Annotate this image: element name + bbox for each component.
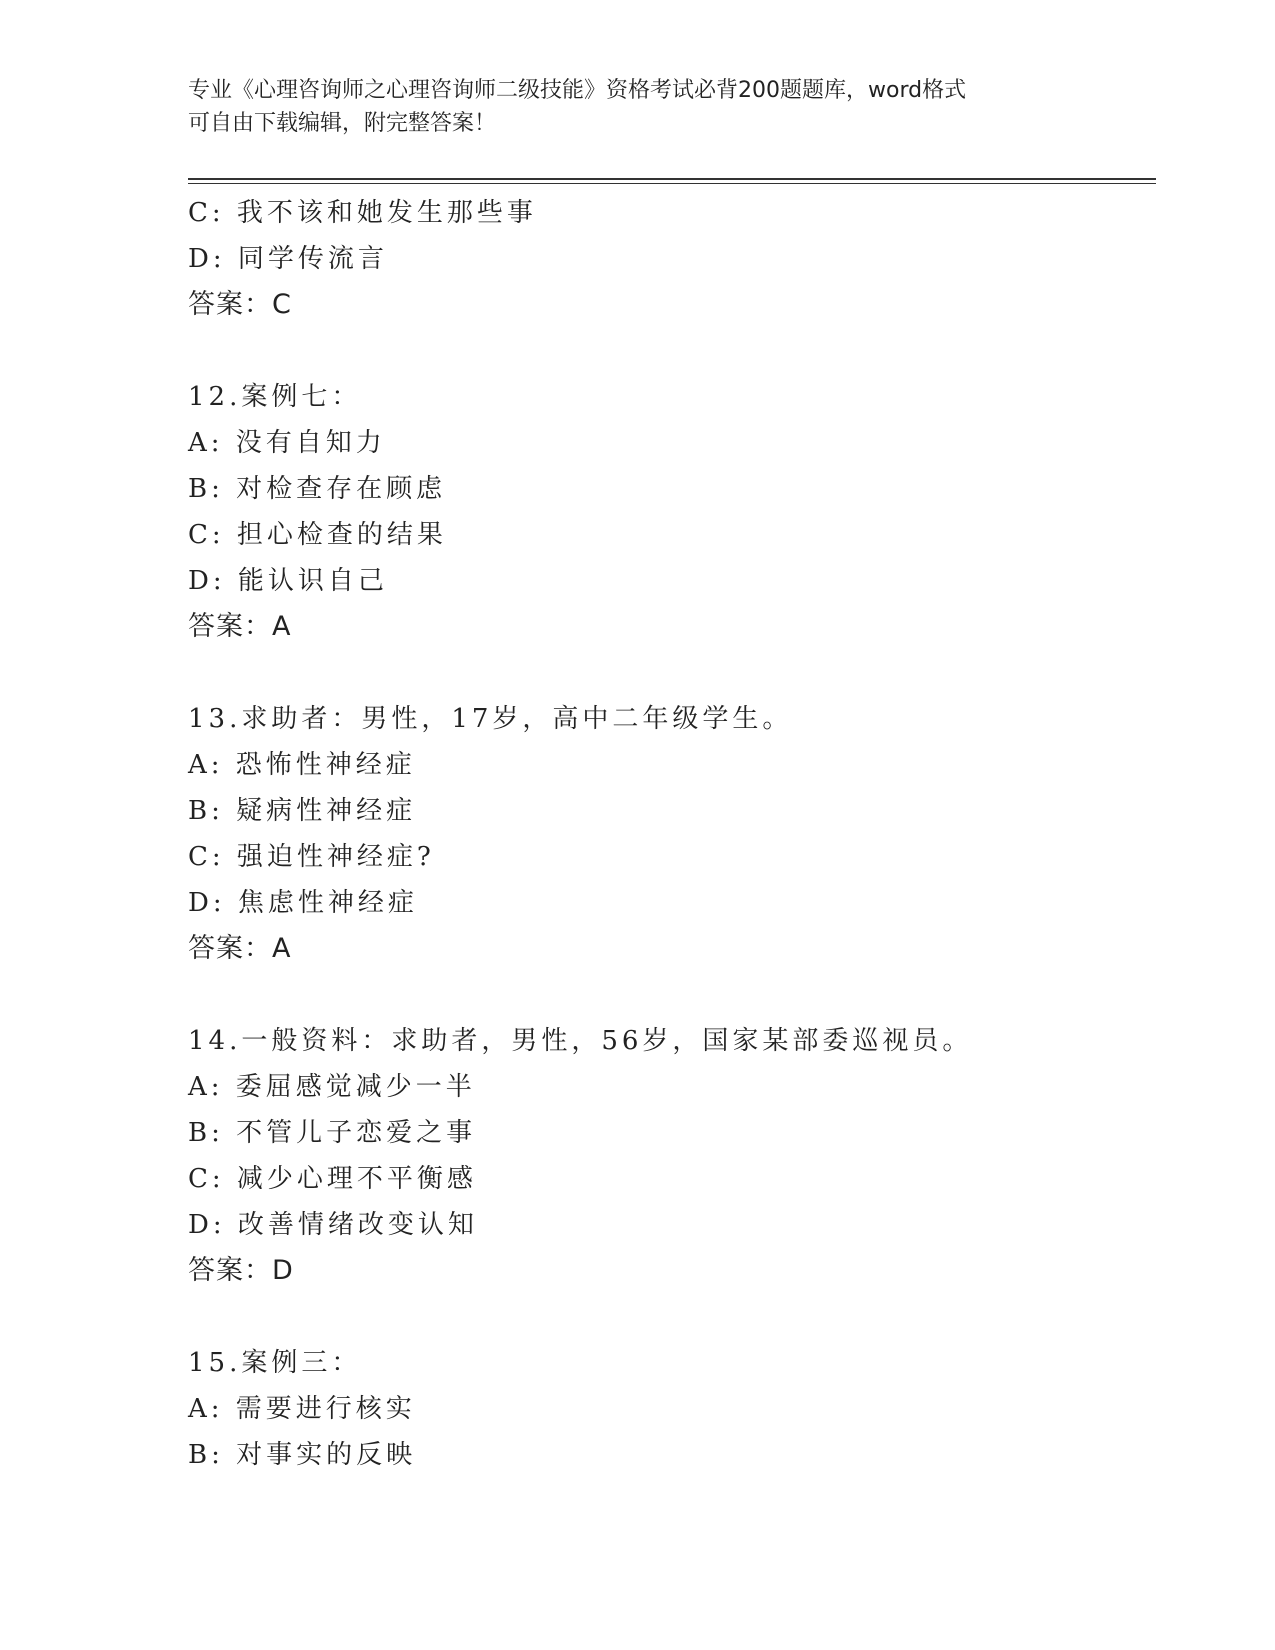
header-rule-thick [188,178,1156,180]
document-header [188,74,1088,140]
option-a: A: 需要进行核实 [188,1394,416,1424]
spacer [188,650,1148,696]
option-d: D: 改善情绪改变认知 [188,1210,478,1240]
header-line-1: 专业《心理咨询师之心理咨询师二级技能》资格考试必背200题题库，word格式 [188,78,967,103]
option-b: B: 疑病性神经症 [188,796,417,826]
spacer [188,1294,1148,1340]
header-line-2: 可自由下载编辑，附完整答案！ [188,111,497,136]
question-block-12 [188,374,1148,650]
question-block-prev [188,190,1148,328]
answer-line: 答案：A [188,611,292,642]
question-block-15 [188,1340,1148,1478]
option-a: A: 恐怖性神经症 [188,750,416,780]
option-b: B: 对检查存在顾虑 [188,474,447,504]
option-c: C: 担心检查的结果 [188,520,447,550]
spacer [188,972,1148,1018]
answer-line: 答案：C [188,289,292,320]
header-rule-thin [188,183,1156,184]
answer-line: 答案：D [188,1255,294,1286]
spacer [188,328,1148,374]
question-title: 15.案例三： [188,1348,362,1378]
answer-line: 答案：A [188,933,292,964]
option-c: C: 减少心理不平衡感 [188,1164,477,1194]
option-b: B: 对事实的反映 [188,1440,417,1470]
question-block-13 [188,696,1148,972]
question-block-14 [188,1018,1148,1294]
option-c: C: 强迫性神经症? [188,842,435,872]
option-d: D: 同学传流言 [188,244,388,274]
question-list [188,190,1148,1478]
question-title: 14.一般资料：求助者，男性，56岁，国家某部委巡视员。 [188,1026,973,1056]
option-d: D: 能认识自己 [188,566,388,596]
option-d: D: 焦虑性神经症 [188,888,418,918]
option-a: A: 委屈感觉减少一半 [188,1072,476,1102]
option-b: B: 不管儿子恋爱之事 [188,1118,477,1148]
option-c: C: 我不该和她发生那些事 [188,198,537,228]
question-title: 12.案例七： [188,382,362,412]
question-title: 13.求助者：男性，17岁，高中二年级学生。 [188,704,793,734]
option-a: A: 没有自知力 [188,428,386,458]
